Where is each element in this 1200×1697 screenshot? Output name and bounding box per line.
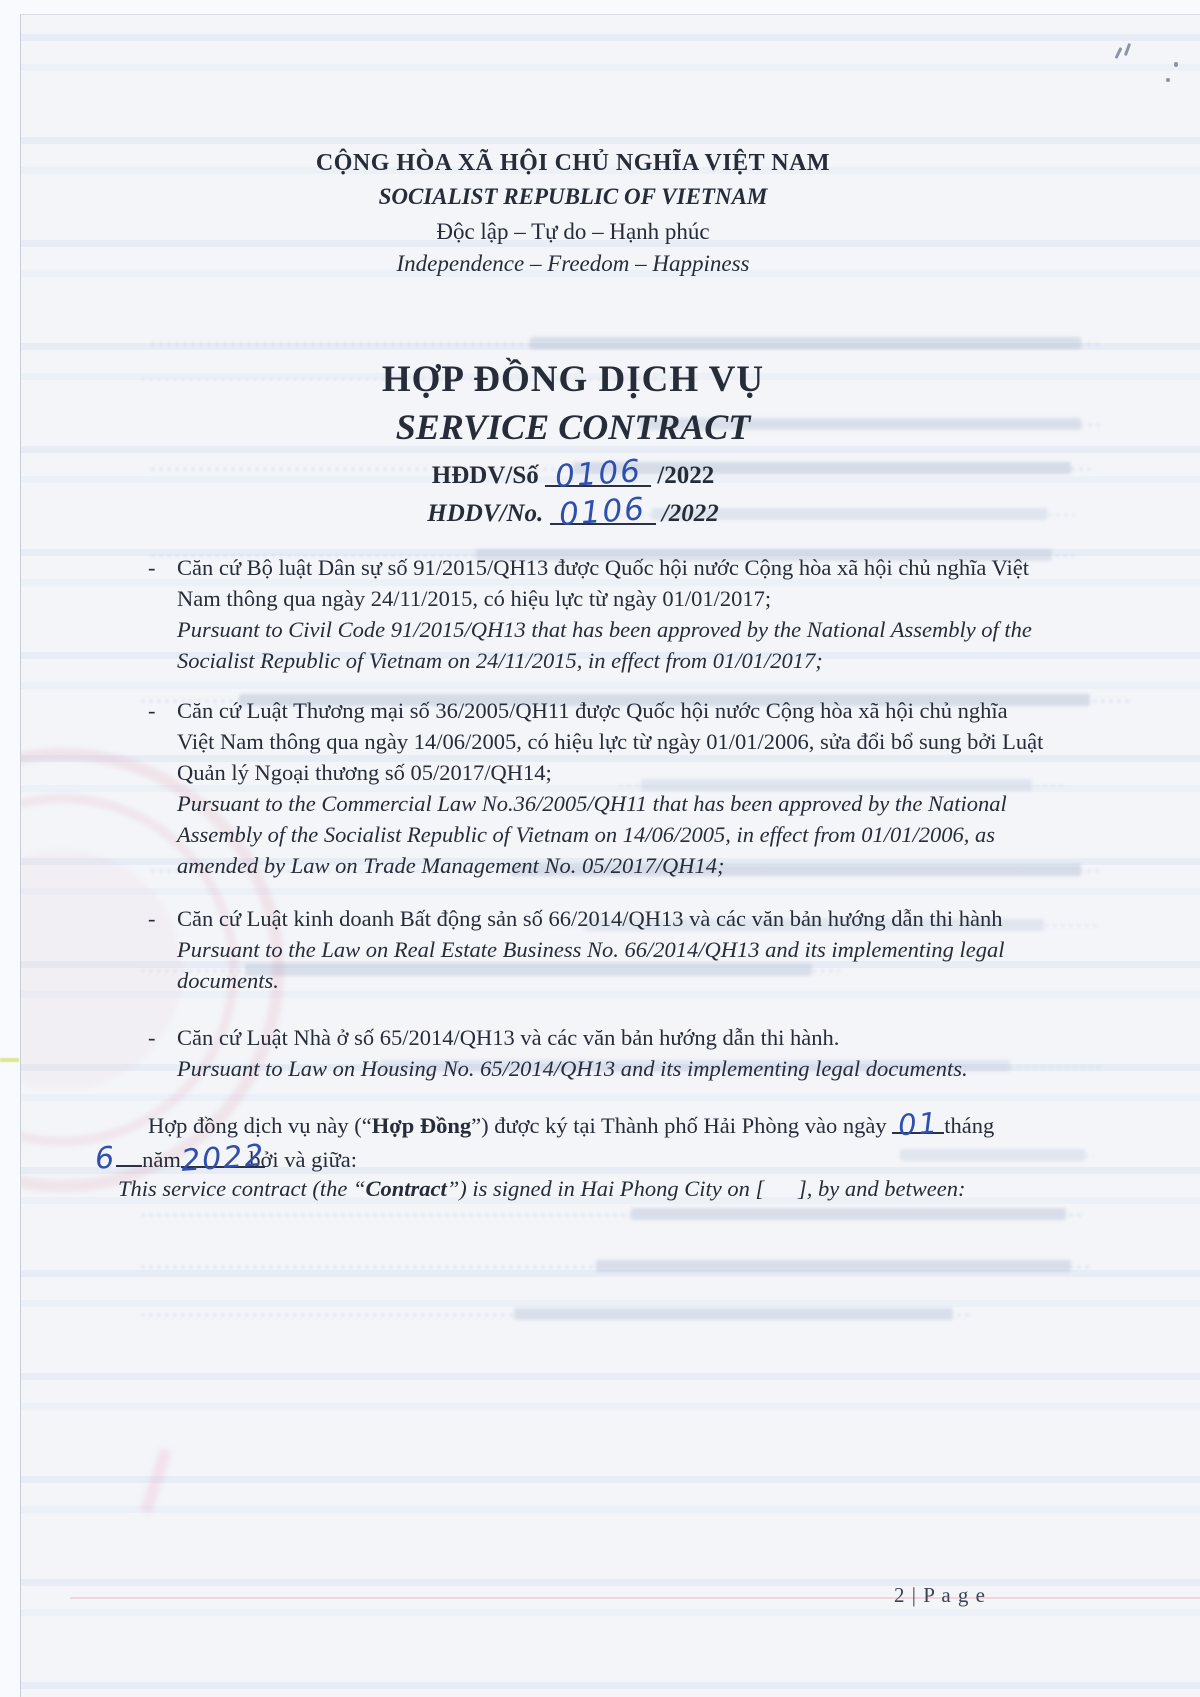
contract-number-prefix-vi: HĐDV/Số <box>431 462 539 489</box>
recital-housing-law <box>148 1022 1045 1084</box>
handwritten-contract-number-vi: 0106 <box>553 453 643 495</box>
recital-vi: Căn cứ Luật Nhà ở số 65/2014/QH13 và các văn bản hướng dẫn thi hành. <box>177 1025 840 1050</box>
recital-vi: Căn cứ Luật kinh doanh Bất động sản số 66/2014/QH13 và các văn bản hướng dẫn thi hành <box>177 906 1003 931</box>
handwritten-day: 01 <box>896 1105 940 1143</box>
recital-civil-code <box>148 552 1045 676</box>
bullet-dash: - <box>148 1025 156 1050</box>
national-header <box>0 150 1146 277</box>
contract-number-suffix-vi: /2022 <box>657 462 715 489</box>
contract-number-suffix-en: /2022 <box>661 500 719 527</box>
handwritten-contract-number-en: 0106 <box>557 491 648 533</box>
bullet-dash: - <box>148 906 156 931</box>
country-name-en: SOCIALIST REPUBLIC OF VIETNAM <box>378 184 768 209</box>
day-blank <box>892 1105 944 1143</box>
handwritten-year: 2022 <box>179 1138 267 1179</box>
paper-left-edge <box>0 0 21 1697</box>
recital-vi: Căn cứ Luật Thương mại số 36/2005/QH11 được Quốc hội nước Cộng hòa xã hội chủ nghĩa Việt Nam thông qua ngày 14/06/2005, có hiệu lực từ ngày 01/01/2006, sửa đổi bổ sung bởi Luật Quản lý Ngoại thương số 05/2017/QH14; <box>177 698 1044 785</box>
contract-number-blank-en <box>550 491 656 533</box>
recital-en: Pursuant to the Commercial Law No.36/2005/QH11 that has been approved by the National Assembly of the Socialist Republic of Vietnam on 14/06/2005, in effect from 01/01/2006, as amended by Law on Trade Management No. 05/2017/QH14; <box>177 791 1007 878</box>
contract-number-blank-vi <box>545 453 651 495</box>
paper-top-edge <box>20 0 1200 15</box>
recital-en: Pursuant to Law on Housing No. 65/2014/QH13 and its implementing legal documents. <box>177 1056 968 1081</box>
bullet-dash: - <box>148 555 156 580</box>
title-block <box>0 358 1146 533</box>
yellow-edge-mark <box>0 1058 19 1062</box>
motto-en: Independence – Freedom – Happiness <box>396 251 750 276</box>
country-name-vi: CỘNG HÒA XÃ HỘI CHỦ NGHĨA VIỆT NAM <box>315 150 831 176</box>
defined-term-vi: Hợp Đồng <box>371 1113 472 1138</box>
month-blank <box>116 1141 142 1167</box>
closing-line-en: This service contract (the “Contract”) is signed in Hai Phong City on [ ], by and between: <box>118 1176 966 1201</box>
recital-real-estate-law <box>148 903 1045 996</box>
motto-vi: Độc lập – Tự do – Hạnh phúc <box>436 219 710 244</box>
page-number: 2 | P a g e <box>894 1583 986 1607</box>
contract-number-line-en <box>0 491 1146 533</box>
handwritten-month: 6 <box>93 1140 118 1177</box>
contract-title-en: SERVICE CONTRACT <box>395 407 751 447</box>
recital-vi: Căn cứ Bộ luật Dân sự số 91/2015/QH13 được Quốc hội nước Cộng hòa xã hội chủ nghĩa Việt Nam thông qua ngày 24/11/2015, có hiệu lực từ ngày 01/01/2017; <box>177 555 1029 611</box>
recital-en: Pursuant to the Law on Real Estate Business No. 66/2014/QH13 and its implementing legal documents. <box>177 937 1005 993</box>
defined-term-en: Contract <box>365 1176 447 1201</box>
contract-title-vi: HỢP ĐỒNG DỊCH VỤ <box>381 359 765 400</box>
bullet-dash: - <box>148 698 156 723</box>
year-blank <box>179 1138 267 1179</box>
closing-line-vi-1: Hợp đồng dịch vụ này (“Hợp Đồng”) được ký tại Thành phố Hải Phòng vào ngày 01 tháng <box>148 1105 995 1143</box>
contract-number-line-vi <box>0 453 1146 495</box>
contract-number-prefix-en: HDDV/No. <box>427 500 544 527</box>
closing-line-vi-2: 6 năm2022bởi và giữa: <box>93 1138 358 1179</box>
recital-en: Pursuant to Civil Code 91/2015/QH13 that has been approved by the National Assembly of the Socialist Republic of Vietnam on 24/11/2015, in effect from 01/01/2017; <box>177 617 1032 673</box>
recital-commercial-law <box>148 695 1045 881</box>
